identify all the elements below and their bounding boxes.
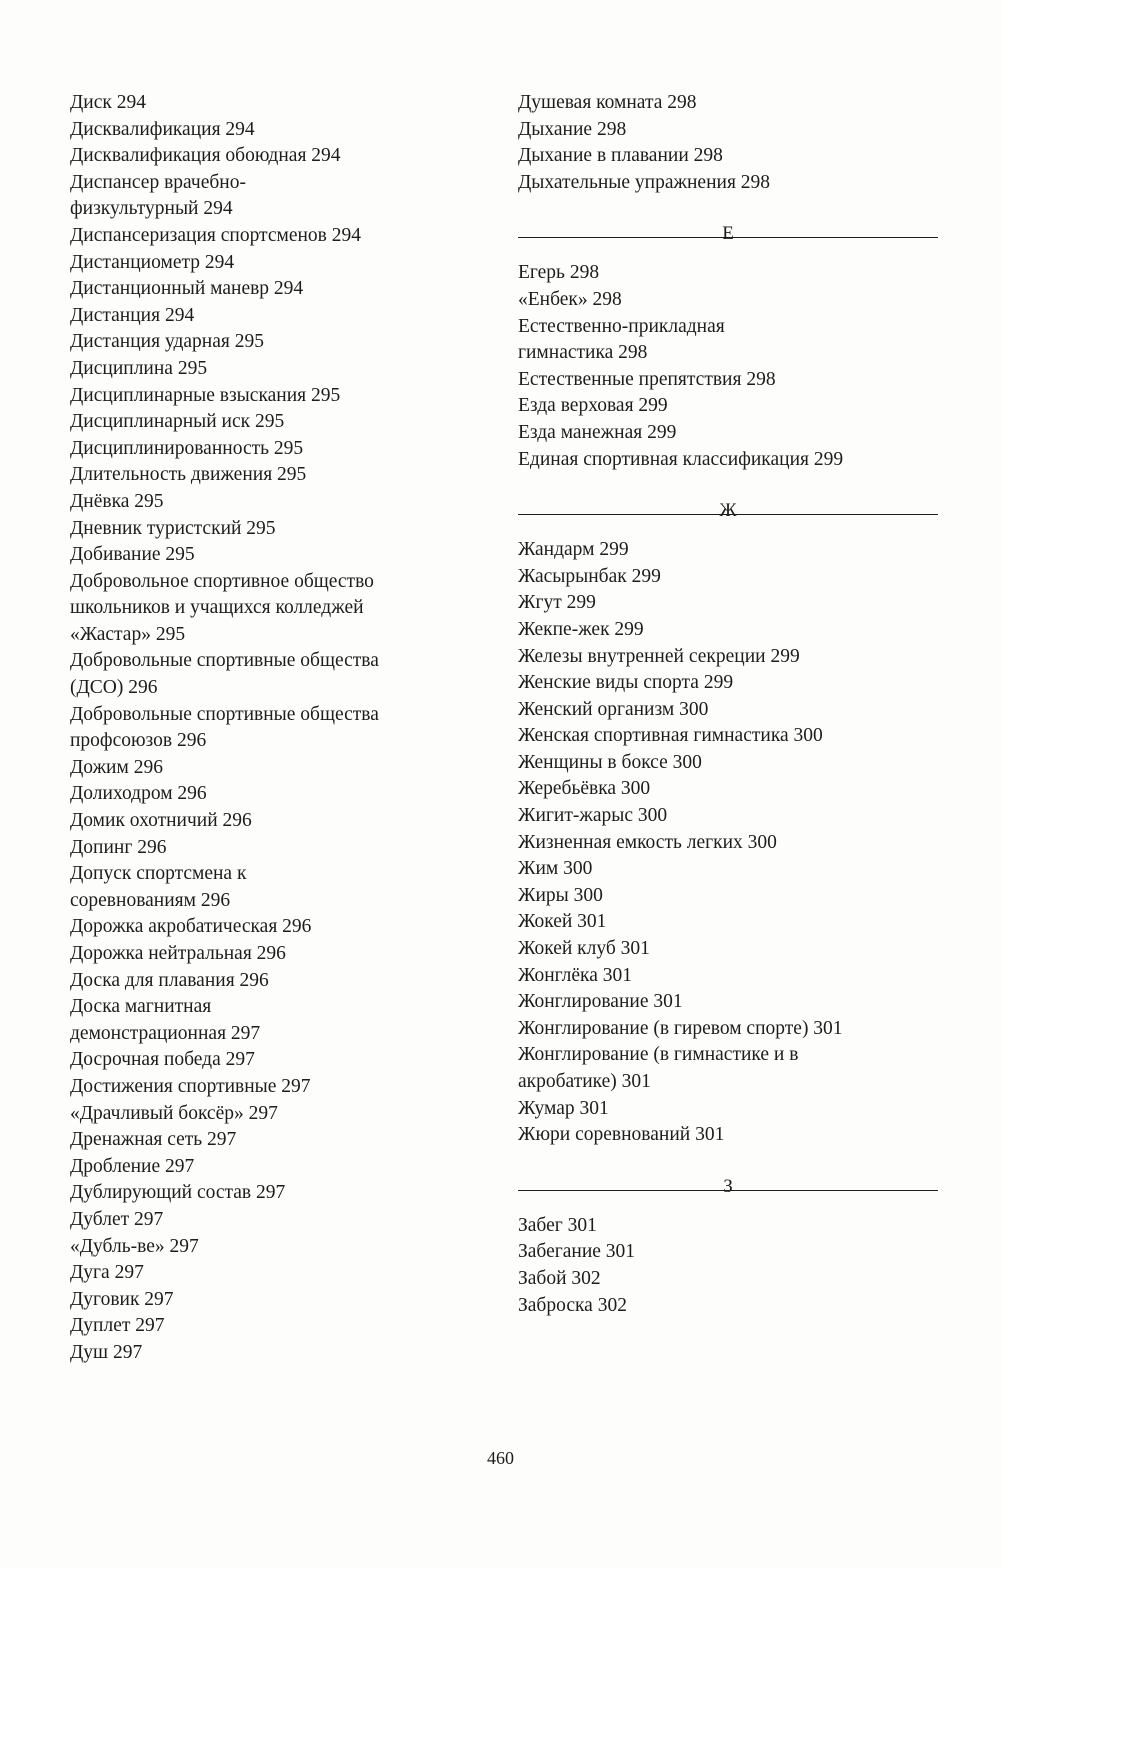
index-entry <box>70 356 490 383</box>
index-entry <box>70 994 490 1047</box>
index-entry <box>518 617 938 644</box>
index-entry-line: Дисквалификация обоюдная 294 <box>70 145 341 167</box>
index-entry <box>70 1047 490 1074</box>
index-entry-line: Жизненная емкость легких 300 <box>518 831 777 853</box>
index-entry-line: Добивание 295 <box>70 544 195 566</box>
index-entry <box>518 393 938 420</box>
index-entry <box>518 1239 938 1266</box>
index-entry <box>70 1260 490 1287</box>
index-entry-line: Жокей клуб 301 <box>518 938 650 960</box>
index-entry-line: Доска магнитная <box>70 996 212 1018</box>
index-entry-line: Домик охотничий 296 <box>70 810 252 832</box>
index-entry-line: Жюри соревнований 301 <box>518 1124 725 1146</box>
index-entry-line: Дистанционный маневр 294 <box>70 278 304 300</box>
index-entry <box>518 776 938 803</box>
index-entry-line: Дистанция ударная 295 <box>70 331 264 353</box>
index-entry <box>70 383 490 410</box>
index-entry <box>518 989 938 1016</box>
index-entry-line: Езда верховая 299 <box>518 395 668 417</box>
index-entry <box>70 569 490 649</box>
index-entry-line: Единая спортивная классификация 299 <box>518 448 844 470</box>
index-entry-line: Жекпе-жек 299 <box>518 618 644 640</box>
index-entry-line: демонстрационная 297 <box>70 1022 261 1044</box>
index-entry <box>518 287 938 314</box>
index-entry-line: Жгут 299 <box>518 592 596 614</box>
index-entry-line: Дисциплинарный иск 295 <box>70 411 285 433</box>
index-entry <box>70 781 490 808</box>
index-entry-line: Душ 297 <box>70 1341 143 1363</box>
index-entry <box>70 1101 490 1128</box>
index-entry <box>70 143 490 170</box>
index-entry-line: Долиходром 296 <box>70 783 207 805</box>
index-entry-line: Жокей 301 <box>518 911 607 933</box>
index-entry-line: Жонглирование (в гимнастике и в <box>518 1044 799 1066</box>
index-entry-line: Дыхание в плавании 298 <box>518 145 723 167</box>
index-entry <box>518 367 938 394</box>
index-entry-line: Естественно-прикладная <box>518 315 725 337</box>
index-entry-line: Дистанциометр 294 <box>70 251 235 273</box>
index-entry <box>70 755 490 782</box>
index-entry-line: Дорожка акробатическая 296 <box>70 916 312 938</box>
index-entry <box>70 808 490 835</box>
index-entry <box>518 750 938 777</box>
index-entry <box>70 542 490 569</box>
index-entry-line: школьников и учащихся колледжей <box>70 597 364 619</box>
index-entry <box>518 1213 938 1240</box>
index-entry <box>518 830 938 857</box>
index-entry-line: Диспансеризация спортсменов 294 <box>70 224 361 246</box>
index-entry-line: Жонглирование (в гиревом спорте) 301 <box>518 1017 843 1039</box>
index-entry-line: Дублет 297 <box>70 1208 164 1230</box>
index-entry-line: Дисквалификация 294 <box>70 118 255 140</box>
index-entry-line: Егерь 298 <box>518 262 600 284</box>
index-entry <box>518 447 938 474</box>
index-entry-line: «Жастар» 295 <box>70 623 186 645</box>
index-entry-line: Добровольные спортивные общества <box>70 703 379 725</box>
index-entry <box>70 409 490 436</box>
index-entry <box>518 590 938 617</box>
index-entry <box>70 1340 490 1367</box>
section-letter: З <box>723 1175 733 1197</box>
index-entry <box>518 1096 938 1123</box>
index-entry-line: Дренажная сеть 297 <box>70 1129 237 1151</box>
index-entry <box>70 436 490 463</box>
index-entry <box>70 1207 490 1234</box>
index-entry-line: Днёвка 295 <box>70 490 164 512</box>
index-entry-line: (ДСО) 296 <box>70 677 158 699</box>
index-entry-line: Жиры 300 <box>518 884 603 906</box>
index-entry <box>70 648 490 701</box>
index-entry-line: Диск 294 <box>70 92 146 113</box>
index-entry-line: Жасырынбак 299 <box>518 565 661 587</box>
index-entry <box>70 90 490 117</box>
index-entry <box>518 260 938 287</box>
index-entry-line: Забег 301 <box>518 1214 597 1236</box>
index-entry <box>518 90 938 117</box>
index-entry-line: профсоюзов 296 <box>70 730 207 752</box>
index-entry <box>70 702 490 755</box>
index-column-right <box>518 90 938 1319</box>
index-entry-line: Дисциплинированность 295 <box>70 437 304 459</box>
index-entry-line: Длительность движения 295 <box>70 464 307 486</box>
index-entry-line: Допинг 296 <box>70 836 167 858</box>
index-entry-line: Жонглирование 301 <box>518 991 683 1013</box>
index-entry <box>70 968 490 995</box>
index-entry <box>70 223 490 250</box>
index-entry <box>70 835 490 862</box>
index-entry-line: Дорожка нейтральная 296 <box>70 943 286 964</box>
index-entry <box>70 276 490 303</box>
index-entry <box>518 170 938 197</box>
index-entry <box>518 670 938 697</box>
index-entry-line: Жумар 301 <box>518 1097 609 1119</box>
index-entry-line: Забой 302 <box>518 1267 601 1289</box>
index-entry <box>70 1180 490 1207</box>
index-entry <box>518 420 938 447</box>
index-entry <box>70 516 490 543</box>
index-entry-line: Добровольные спортивные общества <box>70 650 379 672</box>
index-entry <box>70 914 490 941</box>
index-entry-line: Жеребьёвка 300 <box>518 778 651 800</box>
index-entry-line: Женская спортивная гимнастика 300 <box>518 725 823 747</box>
index-entry-line: соревнованиям 296 <box>70 889 231 911</box>
index-entry-line: Естественные препятствия 298 <box>518 368 776 390</box>
index-entry-line: Дробление 297 <box>70 1155 195 1177</box>
index-entry <box>518 644 938 671</box>
index-entry <box>70 170 490 223</box>
index-entry <box>70 861 490 914</box>
index-entry <box>518 909 938 936</box>
index-entry-line: Жим 300 <box>518 858 593 880</box>
index-entry-line: «Дубль-ве» 297 <box>70 1235 199 1257</box>
index-entry-line: Жигит-жарыс 300 <box>518 805 668 827</box>
index-entry-line: физкультурный 294 <box>70 198 233 220</box>
index-entry <box>70 1154 490 1181</box>
index-entry <box>518 1016 938 1043</box>
index-entry-line: «Енбек» 298 <box>518 288 622 310</box>
index-entry-line: Жонглёка 301 <box>518 964 633 986</box>
index-entry-line: Дожим 296 <box>70 756 163 778</box>
index-entry <box>518 1266 938 1293</box>
index-entry <box>518 564 938 591</box>
letter-section-header <box>518 477 938 527</box>
index-entry <box>518 1042 938 1095</box>
index-entry-line: акробатике) 301 <box>518 1071 651 1092</box>
letter-section-header <box>518 200 938 250</box>
index-entry <box>70 303 490 330</box>
index-entry-line: Допуск спортсмена к <box>70 863 247 885</box>
index-entry-line: Дисциплина 295 <box>70 357 208 379</box>
index-entry <box>518 936 938 963</box>
index-entry-line: Железы внутренней секреции 299 <box>518 645 800 667</box>
index-entry <box>518 856 938 883</box>
index-entry-line: Дублирующий состав 297 <box>70 1182 286 1204</box>
index-entry <box>70 941 490 968</box>
section-letter: Ж <box>719 500 737 522</box>
page-number: 460 <box>487 1448 514 1468</box>
index-entry-line: Достижения спортивные 297 <box>70 1075 311 1097</box>
index-entry <box>518 117 938 144</box>
index-entry <box>70 117 490 144</box>
index-entry <box>518 963 938 990</box>
index-entry <box>518 723 938 750</box>
index-entry-line: гимнастика 298 <box>518 342 648 364</box>
index-entry-line: Душевая комната 298 <box>518 92 697 113</box>
index-entry <box>518 697 938 724</box>
index-entry-line: Дуплет 297 <box>70 1315 165 1337</box>
index-entry <box>518 803 938 830</box>
index-entry-line: Езда манежная 299 <box>518 421 677 443</box>
index-entry-line: Диспансер врачебно- <box>70 171 246 193</box>
index-entry-line: «Драчливый боксёр» 297 <box>70 1102 278 1124</box>
index-entry <box>70 1234 490 1261</box>
index-entry-line: Дистанция 294 <box>70 304 195 326</box>
index-entry <box>518 314 938 367</box>
index-entry <box>518 537 938 564</box>
index-entry-line: Забегание 301 <box>518 1241 636 1263</box>
index-entry-line: Женские виды спорта 299 <box>518 672 734 694</box>
index-entry <box>70 1127 490 1154</box>
index-entry <box>70 1287 490 1314</box>
index-entry <box>70 489 490 516</box>
index-entry-line: Дыхание 298 <box>518 118 627 140</box>
index-entry-line: Добровольное спортивное общество <box>70 570 374 592</box>
letter-section-header <box>518 1153 938 1203</box>
index-entry-line: Доска для плавания 296 <box>70 969 269 991</box>
index-entry <box>518 883 938 910</box>
index-entry <box>70 1074 490 1101</box>
index-entry-line: Жандарм 299 <box>518 539 629 561</box>
index-entry-line: Досрочная победа 297 <box>70 1049 255 1071</box>
index-entry-line: Женщины в боксе 300 <box>518 751 702 773</box>
index-entry-line: Заброска 302 <box>518 1294 627 1316</box>
index-entry-line: Дыхательные упражнения 298 <box>518 171 771 193</box>
index-entry-line: Женский организм 300 <box>518 698 709 720</box>
section-letter: Е <box>722 223 734 245</box>
index-column-left <box>70 90 490 1367</box>
index-entry-line: Дневник туристский 295 <box>70 517 276 539</box>
index-entry <box>70 329 490 356</box>
index-entry-line: Дисциплинарные взыскания 295 <box>70 384 341 406</box>
index-entry <box>70 250 490 277</box>
index-entry <box>70 1313 490 1340</box>
index-entry-line: Дуговик 297 <box>70 1288 174 1310</box>
index-entry <box>70 462 490 489</box>
index-entry <box>518 143 938 170</box>
index-entry <box>518 1293 938 1320</box>
index-entry-line: Дуга 297 <box>70 1262 144 1284</box>
index-entry <box>518 1122 938 1149</box>
